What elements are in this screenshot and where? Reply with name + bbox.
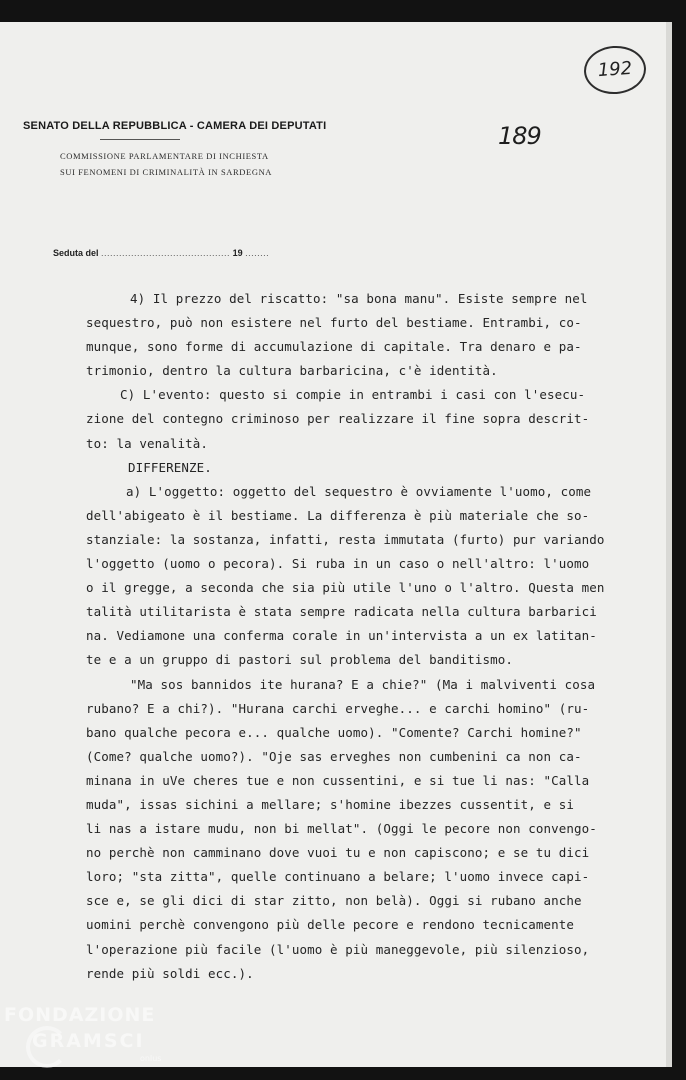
- body-line: sequestro, può non esistere nel furto del bestiame. Entrambi, co-: [86, 315, 582, 331]
- archive-stamp: 192: [582, 44, 647, 96]
- body-line: trimonio, dentro la cultura barbaricina, c'è identità.: [86, 363, 498, 379]
- body-line: (Come? qualche uomo?). "Oje sas erveghes non cumbenini ca non ca-: [86, 748, 582, 764]
- body-line: zione del contegno criminoso per realizzare il fine sopra descrit-: [86, 411, 590, 427]
- watermark-line-3: onlus: [140, 1054, 162, 1063]
- body-line: stanziale: la sostanza, infatti, resta immutata (furto) pur variando: [86, 531, 605, 547]
- body-line: na. Vediamone una conferma corale in un'intervista a un ex latitan-: [86, 628, 597, 644]
- body-line: rubano? E a chi?). "Hurana carchi erveghe... e carchi homino" (ru-: [86, 700, 590, 716]
- body-line: minana in uVe cheres tue e non cussentini, e si tue li nas: "Calla: [86, 772, 590, 788]
- body-line: o il gregge, a seconda che sia più utile l'uno o l'altro. Questa men: [86, 580, 605, 596]
- body-line: loro; "sta zitta", quelle continuano a belare; l'uomo invece capi-: [86, 869, 590, 885]
- body-line: 4) Il prezzo del riscatto: "sa bona manu". Esiste sempre nel: [130, 291, 588, 306]
- letterhead-divider: [100, 139, 180, 140]
- handwritten-page-number: 189: [498, 122, 541, 150]
- body-line: rende più soldi ecc.).: [86, 965, 254, 981]
- body-line: uomini perchè convengono più delle pecore e rendono tecnicamente: [86, 917, 575, 933]
- body-line: dell'abigeato è il bestiame. La differenza è più materiale che so-: [86, 507, 590, 523]
- body-line: l'operazione più facile (l'uomo è più maneggevole, più silenzioso,: [86, 941, 590, 957]
- body-line: munque, sono forme di accumulazione di capitale. Tra denaro e pa-: [86, 339, 582, 355]
- body-line: C) L'evento: questo si compie in entrambi i casi con l'esecu-: [120, 387, 586, 403]
- watermark-line-2: GRAMSCI: [32, 1030, 145, 1052]
- body-line: talità utilitarista è stata sempre radicata nella cultura barbarici: [86, 604, 597, 620]
- session-date-line: [53, 248, 269, 258]
- body-line: bano qualche pecora e... qualche uomo). "Comente? Carchi homine?": [86, 724, 582, 740]
- body-line: te e a un gruppo di pastori sul problema del banditismo.: [86, 652, 514, 668]
- body-line: "Ma sos bannidos ite hurana? E a chie?" (Ma i malviventi cosa: [130, 676, 596, 692]
- body-line: muda", issas sichini a mellare; s'homine ibezzes cussentit, e si: [86, 796, 575, 812]
- page-edge: [666, 22, 672, 1067]
- session-label: Seduta del: [53, 248, 99, 258]
- body-line: l'oggetto (uomo o pecora). Si ruba in un caso o nell'altro: l'uomo: [86, 556, 590, 572]
- body-line: a) L'oggetto: oggetto del sequestro è ovviamente l'uomo, come: [126, 483, 592, 499]
- body-line: to: la venalità.: [86, 435, 209, 451]
- body-line: DIFFERENZE.: [128, 459, 212, 475]
- session-year-dots: ........: [245, 248, 270, 258]
- body-line: sce e, se gli dici di star zitto, non belà). Oggi si rubano anche: [86, 893, 582, 909]
- typewritten-body: [86, 287, 605, 986]
- session-year: 19: [232, 248, 243, 258]
- letterhead-title: SENATO DELLA REPUBBLICA - CAMERA DEI DEPUTATI: [23, 120, 327, 132]
- watermark-line-1: FONDAZIONE: [4, 1004, 156, 1026]
- letterhead-subtitle-1: COMMISSIONE PARLAMENTARE DI INCHIESTA: [60, 151, 269, 161]
- letterhead-subtitle-2: SUI FENOMENI DI CRIMINALITÀ IN SARDEGNA: [60, 167, 273, 177]
- session-date-dots: ...........................................: [101, 248, 231, 258]
- body-line: li nas a istare mudu, non bi mellat". (Oggi le pecore non convengo-: [86, 821, 597, 837]
- body-line: no perchè non camminano dove vuoi tu e non capiscono; e se tu dici: [86, 845, 590, 861]
